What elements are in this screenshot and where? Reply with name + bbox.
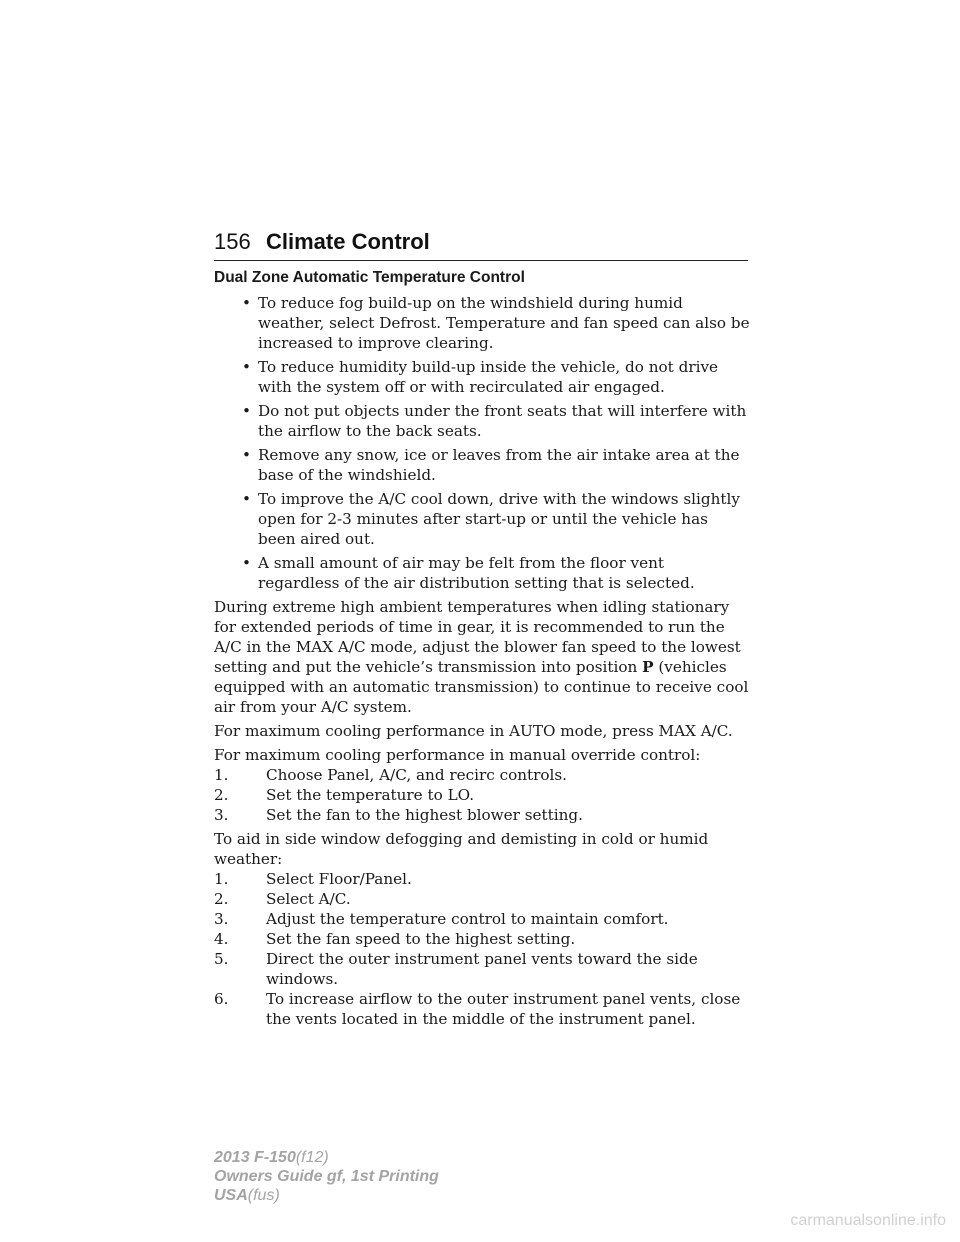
bullet-icon: • — [242, 446, 251, 464]
defogging-block — [214, 829, 750, 1029]
list-item: 4. Set the fan speed to the highest setting. — [214, 930, 576, 948]
list-item — [214, 489, 750, 549]
list-item — [214, 445, 750, 485]
defogging-steps — [214, 869, 750, 1029]
list-item — [214, 401, 750, 441]
bullet-icon: • — [242, 554, 251, 572]
manual-override-block — [214, 745, 750, 825]
list-item-text: To reduce fog build-up on the windshield during humid weather, select Defrost. Temperature and fan speed can also be increased to improve clearing. — [258, 294, 750, 352]
manual-override-intro: For maximum cooling performance in manual override control: — [214, 746, 701, 764]
extreme-temperature-paragraph: During extreme high ambient temperatures when idling stationary for extended periods of time in gear, it is recommended to run the A/C in the MAX A/C mode, adjust the blower fan speed to the lowest setting and put the vehicle’s transmission into position P (vehicles equipped with an automatic transmission) to continue to receive cool air from your A/C system. — [214, 598, 749, 716]
print-footer — [214, 1148, 439, 1205]
list-item: 6. To increase airflow to the outer instrument panel vents, close the vents located in the middle of the instrument panel. — [214, 990, 741, 1028]
list-item — [214, 357, 750, 397]
page-header — [214, 228, 748, 261]
footer-line-market: USA(fus) — [214, 1187, 280, 1204]
list-item-text: To reduce humidity build-up inside the vehicle, do not drive with the system off or with recirculated air engaged. — [258, 358, 719, 396]
list-item: 1. Choose Panel, A/C, and recirc controls. — [214, 766, 567, 784]
auto-mode-paragraph: For maximum cooling performance in AUTO mode, press MAX A/C. — [214, 722, 733, 740]
defogging-intro: To aid in side window defogging and demisting in cold or humid weather: — [214, 830, 709, 868]
page-content — [214, 268, 750, 1033]
manual-override-steps — [214, 765, 750, 825]
list-item-text: Remove any snow, ice or leaves from the air intake area at the base of the windshield. — [258, 446, 740, 484]
list-item: 2. Select A/C. — [214, 890, 351, 908]
bullet-icon: • — [242, 358, 251, 376]
list-item-text: A small amount of air may be felt from the floor vent regardless of the air distribution setting that is selected. — [258, 554, 695, 592]
bullet-icon: • — [242, 402, 251, 420]
footer-line-model: 2013 F-150(f12) — [214, 1149, 329, 1166]
bullet-icon: • — [242, 490, 251, 508]
list-item: 3. Adjust the temperature control to maintain comfort. — [214, 910, 669, 928]
bullet-icon: • — [242, 294, 251, 312]
page-number: 156 — [214, 229, 251, 254]
list-item-text: To improve the A/C cool down, drive with the windows slightly open for 2-3 minutes after start-up or until the vehicle has been aired out. — [258, 490, 740, 548]
watermark: carmanualsonline.info — [790, 1212, 946, 1229]
page-title: Climate Control — [266, 229, 430, 254]
list-item: 3. Set the fan to the highest blower setting. — [214, 806, 583, 824]
list-item: 1. Select Floor/Panel. — [214, 870, 412, 888]
list-item — [214, 293, 750, 353]
footer-line-edition: Owners Guide gf, 1st Printing — [214, 1168, 439, 1185]
list-item: 5. Direct the outer instrument panel vents toward the side windows. — [214, 950, 698, 988]
tips-list — [214, 293, 750, 593]
park-position-letter: P — [642, 658, 654, 676]
list-item-text: Do not put objects under the front seats that will interfere with the airflow to the back seats. — [258, 402, 747, 440]
list-item — [214, 553, 750, 593]
section-heading: Dual Zone Automatic Temperature Control — [214, 269, 525, 286]
list-item: 2. Set the temperature to LO. — [214, 786, 475, 804]
